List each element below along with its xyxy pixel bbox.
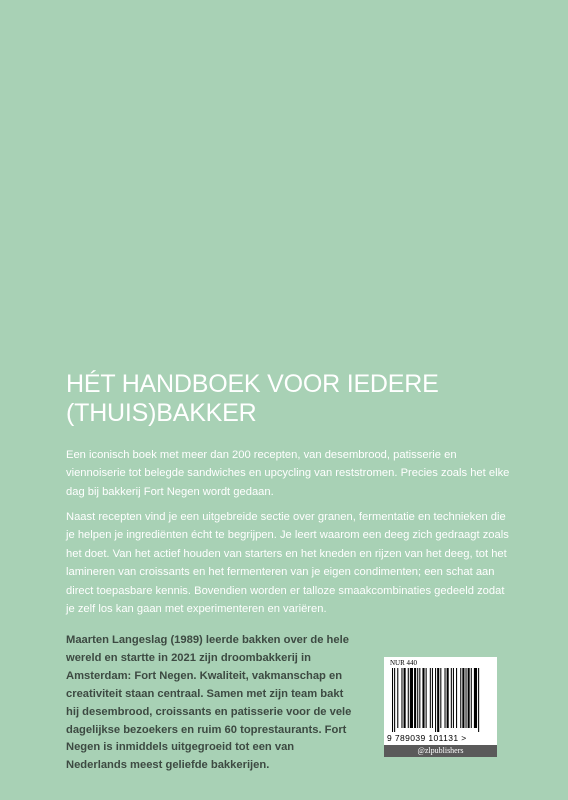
description-paragraph-1: Een iconisch boek met meer dan 200 recepten, van desembrood, patisserie en viennoiserie tot belegde sandwiches en upcycling van reststromen. Precies zoals het elke dag bij bakkerij Fort Negen wordt gedaan. (66, 449, 510, 498)
publisher-label: @zlpublishers (384, 745, 497, 757)
nur-code: NUR 440 (390, 659, 418, 667)
isbn-digits: 9 789039 101131 > (387, 733, 467, 743)
isbn-barcode (384, 657, 497, 745)
barcode-bars (392, 668, 490, 732)
back-cover-headline: HÉT HANDBOEK VOOR IEDERE (THUIS)BAKKER (66, 370, 439, 427)
description-paragraph-2: Naast recepten vind je een uitgebreide sectie over granen, fermentatie en technieken die je helpen je ingrediënten écht te begrijpen. Je leert waarom een deeg zich gedraagt zoals het doet. Van het actief houden van starters en het kneden en rijzen van het deeg, tot het lamineren van croissants en het fermenteren van je eigen condimenten; een schat aan direct toepasbare kennis. Bovendien worden er talloze smaakcombinaties gedeeld zodat je zelf los kan gaan met experimenteren en variëren. (66, 511, 509, 616)
author-bio: Maarten Langeslag (1989) leerde bakken over de hele wereld en startte in 2021 zijn droombakkerij in Amsterdam: Fort Negen. Kwaliteit, vakmanschap en creativiteit staan centraal. Samen met zijn team bakt hij desembrood, croissants en patisserie voor de vele dagelijkse bezoekers en ruim 60 toprestaurants. Fort Negen is inmiddels uitgegroeid tot een van Nederlands meest geliefde bakkerijen. (66, 634, 352, 772)
